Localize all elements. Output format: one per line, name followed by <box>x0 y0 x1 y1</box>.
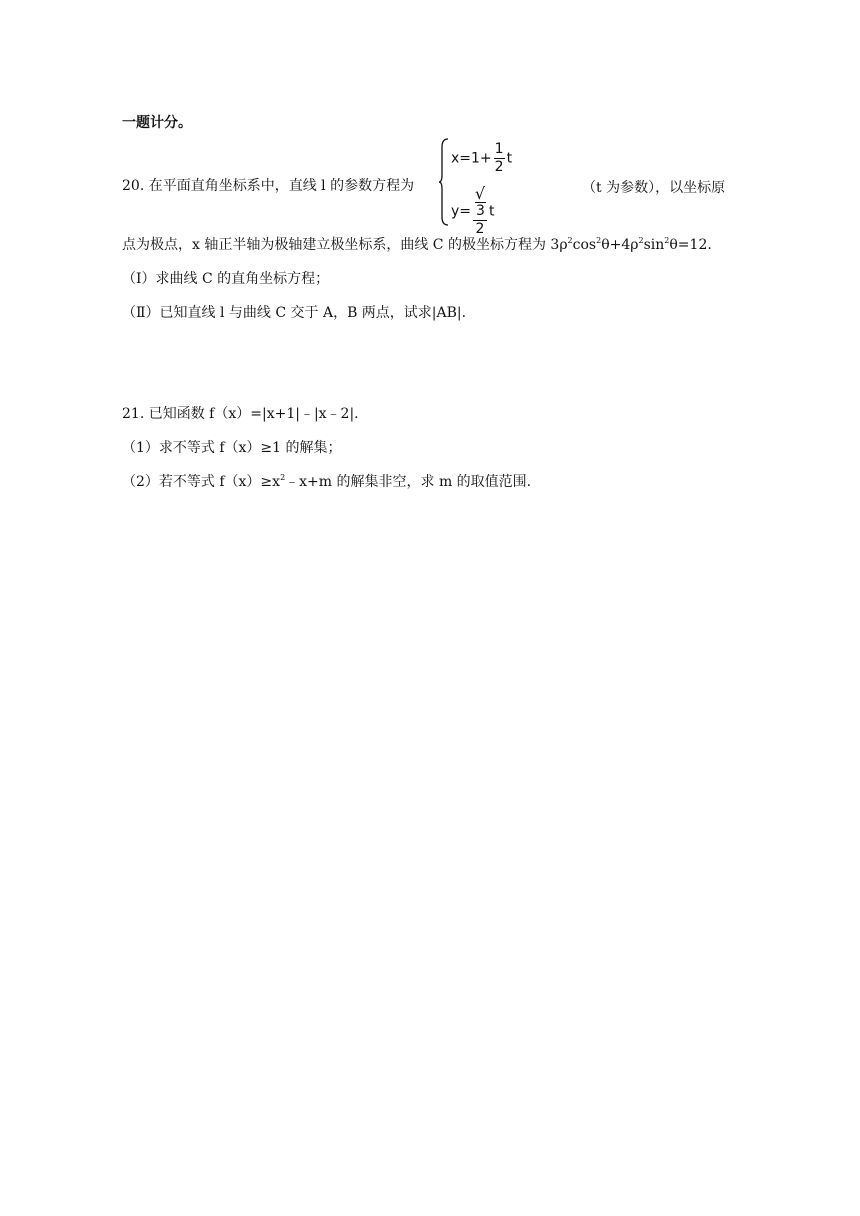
q20-part2: （Ⅱ）已知直线 l 与曲线 C 交于 A，B 两点，试求|AB|. <box>122 305 467 321</box>
eq-x-den: 2 <box>494 159 504 175</box>
eq-x-num: 1 <box>494 141 504 157</box>
q20-line2 <box>122 236 712 254</box>
q20-part1: （Ⅰ）求曲线 C 的直角坐标方程； <box>122 271 330 287</box>
parametric-equations <box>438 137 528 237</box>
header-text: 一题计分。 <box>122 115 192 131</box>
eq-x-var: t <box>506 150 513 167</box>
q21-part2 <box>122 473 531 491</box>
sqrt-icon: √ <box>474 184 486 203</box>
sup: 2 <box>664 236 670 245</box>
q20-line2-e: θ=12. <box>669 237 712 253</box>
eq-y-den: 2 <box>475 221 485 237</box>
sup: 2 <box>638 236 644 245</box>
q21-part2-a: （2）若不等式 f（x）≥x <box>122 474 281 490</box>
eq-y-var: t <box>488 203 495 220</box>
q20-param-note: （t 为参数），以坐标原 <box>582 180 726 196</box>
q20-line2-a: 点为极点，x 轴正半轴为极轴建立极坐标系，曲线 C 的极坐标方程为 3ρ <box>122 237 568 253</box>
eq-y-left: y= <box>451 203 472 220</box>
sup: 2 <box>567 236 573 245</box>
q21-part2-b: ﹣x+m 的解集非空，求 m 的取值范围. <box>285 474 532 490</box>
sup: 2 <box>596 236 602 245</box>
fraction-sqrt3-over-2 <box>473 185 487 238</box>
eq-y-num <box>473 185 487 221</box>
fraction-half <box>494 141 505 176</box>
left-brace-icon <box>438 137 450 227</box>
eq-y-radicand: 3 <box>476 203 485 219</box>
q20-intro: 20. 在平面直角坐标系中，直线 l 的参数方程为 <box>122 178 415 194</box>
q20-line2-c: θ+4ρ <box>601 237 639 253</box>
equation-y <box>451 185 494 238</box>
q20-line2-d: sin <box>643 237 665 253</box>
equation-x <box>451 141 512 176</box>
q21-part1: （1）求不等式 f（x）≥1 的解集； <box>122 440 342 456</box>
sup: 2 <box>280 473 286 482</box>
q21-intro: 21. 已知函数 f（x）=|x+1|﹣|x﹣2|. <box>122 406 359 422</box>
q20-line2-b: cos <box>572 237 597 253</box>
eq-x-left: x=1+ <box>451 150 492 167</box>
